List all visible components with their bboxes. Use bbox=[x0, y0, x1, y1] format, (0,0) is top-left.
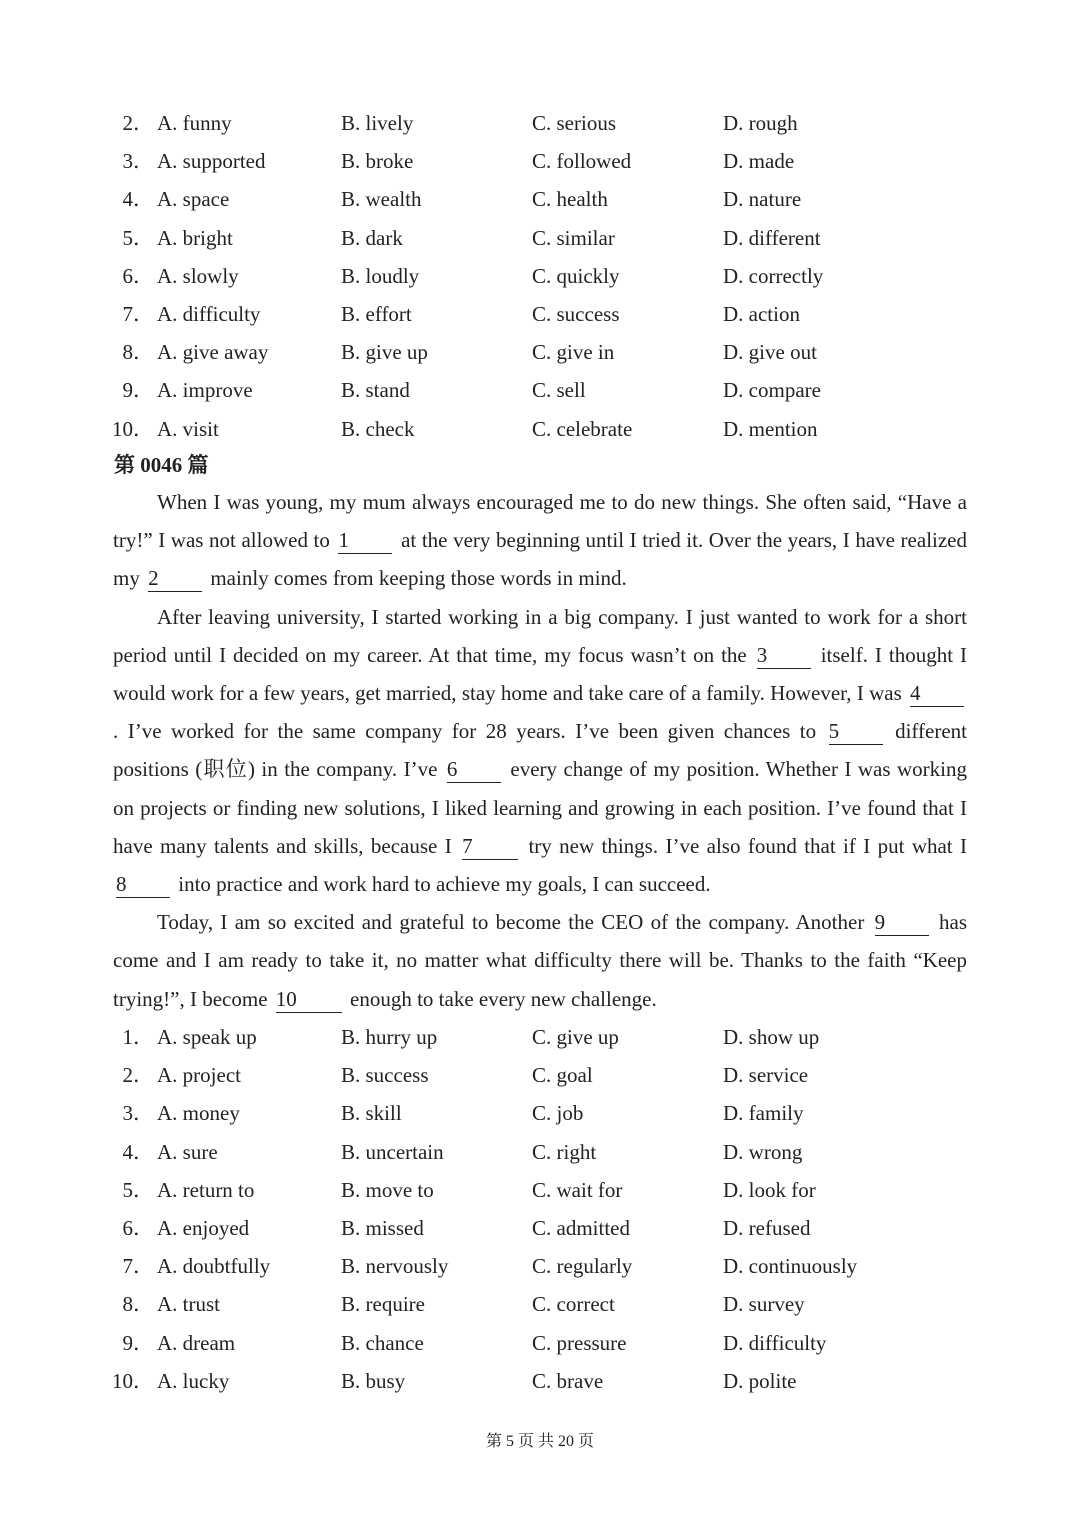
passage-text: different positions (职位) in the company. I’ve bbox=[113, 719, 968, 782]
option-b: B. broke bbox=[341, 149, 414, 174]
option-c: C. give up bbox=[532, 1025, 619, 1049]
passage-text: has come and I am ready to take it, no matter what difficulty there will be. Thanks to the faith “Keep trying!”, I become bbox=[113, 910, 968, 1011]
option-a: A. give away bbox=[157, 340, 269, 365]
option-d: D. different bbox=[723, 225, 821, 250]
option-d: D. action bbox=[723, 301, 800, 326]
option-a: A. difficulty bbox=[157, 301, 261, 326]
option-b: B. success bbox=[341, 1063, 429, 1088]
option-a: A. trust bbox=[157, 1292, 220, 1317]
blank-3: 3 bbox=[757, 642, 811, 669]
option-row bbox=[112, 142, 972, 180]
passage-text: at the very beginning until I tried it. Over the years, I have realized my bbox=[113, 528, 968, 591]
option-b: B. lively bbox=[341, 111, 414, 135]
blank-8: 8 bbox=[116, 871, 170, 898]
option-a: A. doubtfully bbox=[157, 1254, 271, 1279]
option-a: A. funny bbox=[157, 111, 232, 135]
option-c: C. goal bbox=[532, 1063, 593, 1088]
option-b: B. check bbox=[341, 416, 415, 441]
option-c: C. give in bbox=[532, 340, 615, 365]
blank-6: 6 bbox=[447, 756, 501, 783]
option-d: D. polite bbox=[723, 1368, 797, 1393]
option-c: C. serious bbox=[532, 111, 616, 135]
option-c: C. admitted bbox=[532, 1215, 630, 1240]
option-b: B. stand bbox=[341, 378, 410, 403]
section-title: 第 0046 篇 bbox=[114, 453, 209, 477]
passage-text: enough to take every new challenge. bbox=[350, 986, 657, 1011]
option-d: D. service bbox=[723, 1063, 809, 1088]
option-a: A. money bbox=[157, 1101, 240, 1126]
option-a: A. slowly bbox=[157, 263, 239, 288]
blank-5: 5 bbox=[829, 718, 883, 745]
option-a: A. supported bbox=[157, 149, 266, 174]
question-number: 2． bbox=[122, 111, 154, 135]
option-row bbox=[112, 104, 972, 142]
passage-paragraph-3 bbox=[113, 903, 967, 1018]
option-d: D. nature bbox=[723, 187, 802, 212]
passage-text: into practice and work hard to achieve my goals, I can succeed. bbox=[178, 872, 711, 897]
question-number: 4． bbox=[122, 1139, 154, 1164]
option-row bbox=[112, 1209, 972, 1247]
passage-text: . I’ve worked for the same company for 28 years. I’ve been given chances to bbox=[113, 719, 817, 744]
option-d: D. show up bbox=[723, 1025, 820, 1049]
option-row bbox=[112, 1171, 972, 1209]
option-row bbox=[112, 180, 972, 218]
option-row bbox=[112, 1247, 972, 1285]
question-number: 5． bbox=[122, 1177, 154, 1202]
option-a: A. dream bbox=[157, 1330, 236, 1355]
option-a: A. sure bbox=[157, 1139, 218, 1164]
passage-text: After leaving university, I started working in a big company. I just wanted to work for a short period until I decided on my career. At that time, my focus wasn’t on the bbox=[113, 604, 967, 667]
option-d: D. difficulty bbox=[723, 1330, 827, 1355]
option-d: D. compare bbox=[723, 378, 821, 403]
option-c: C. sell bbox=[532, 378, 586, 403]
option-a: A. visit bbox=[157, 416, 219, 441]
option-d: D. made bbox=[723, 149, 795, 174]
option-d: D. family bbox=[723, 1101, 804, 1126]
option-row bbox=[112, 295, 972, 333]
passage-text: try new things. I’ve also found that if I put what I bbox=[528, 833, 968, 858]
blank-9: 9 bbox=[875, 909, 929, 936]
option-b: B. chance bbox=[341, 1330, 424, 1355]
passage-text: every change of my position. Whether I was working on projects or finding new solutions, I liked learning and growing in each position. I’ve found that I have many talents and skills, because I bbox=[113, 757, 968, 858]
blank-2: 2 bbox=[148, 565, 202, 592]
option-b: B. effort bbox=[341, 301, 412, 326]
option-d: D. correctly bbox=[723, 263, 824, 288]
option-c: C. health bbox=[532, 187, 608, 212]
option-b: B. busy bbox=[341, 1368, 406, 1393]
option-d: D. wrong bbox=[723, 1139, 803, 1164]
option-c: C. quickly bbox=[532, 263, 620, 288]
option-b: B. loudly bbox=[341, 263, 420, 288]
question-number: 5． bbox=[122, 225, 154, 250]
option-a: A. return to bbox=[157, 1177, 255, 1202]
question-number: 9． bbox=[122, 378, 154, 403]
option-c: C. job bbox=[532, 1101, 584, 1126]
option-b: B. missed bbox=[341, 1215, 424, 1240]
option-row bbox=[112, 410, 972, 448]
option-b: B. dark bbox=[341, 225, 403, 250]
option-b: B. give up bbox=[341, 340, 428, 365]
option-a: A. space bbox=[157, 187, 230, 212]
blank-4: 4 bbox=[910, 680, 964, 707]
option-row bbox=[112, 1056, 972, 1094]
option-b: B. wealth bbox=[341, 187, 422, 212]
option-a: A. lucky bbox=[157, 1368, 230, 1393]
option-a: A. enjoyed bbox=[157, 1215, 250, 1240]
passage-text: itself. I thought I would work for a few years, get married, stay home and take care of a family. However, I was bbox=[113, 642, 968, 706]
question-number: 1． bbox=[122, 1025, 154, 1049]
option-a: A. bright bbox=[157, 225, 233, 250]
option-d: D. rough bbox=[723, 111, 798, 135]
options-list-0046 bbox=[112, 1018, 972, 1400]
option-a: A. speak up bbox=[157, 1025, 257, 1049]
options-list-previous bbox=[112, 104, 972, 448]
option-row bbox=[112, 1362, 972, 1400]
option-d: D. continuously bbox=[723, 1254, 858, 1279]
option-c: C. celebrate bbox=[532, 416, 633, 441]
option-row bbox=[112, 371, 972, 409]
option-row bbox=[112, 219, 972, 257]
option-c: C. similar bbox=[532, 225, 615, 250]
option-d: D. mention bbox=[723, 416, 818, 441]
option-c: C. pressure bbox=[532, 1330, 627, 1355]
passage-paragraph-1 bbox=[113, 483, 967, 598]
option-row bbox=[112, 1133, 972, 1171]
option-d: D. look for bbox=[723, 1177, 816, 1202]
blank-1: 1 bbox=[338, 527, 392, 554]
question-number: 2． bbox=[122, 1063, 154, 1088]
option-row bbox=[112, 1285, 972, 1323]
option-c: C. right bbox=[532, 1139, 597, 1164]
option-b: B. hurry up bbox=[341, 1025, 438, 1049]
option-b: B. require bbox=[341, 1292, 425, 1317]
question-number: 4． bbox=[122, 187, 154, 212]
option-row bbox=[112, 257, 972, 295]
page-footer: 第 5 页 共 20 页 bbox=[485, 1433, 594, 1450]
option-b: B. uncertain bbox=[341, 1139, 444, 1164]
option-d: D. refused bbox=[723, 1215, 811, 1240]
passage-paragraph-2 bbox=[113, 598, 967, 904]
question-number: 7． bbox=[122, 301, 154, 326]
option-c: C. wait for bbox=[532, 1177, 623, 1202]
option-c: C. followed bbox=[532, 149, 632, 174]
question-number: 6． bbox=[122, 1215, 154, 1240]
option-a: A. improve bbox=[157, 378, 253, 403]
option-c: C. correct bbox=[532, 1292, 615, 1317]
passage-text: Today, I am so excited and grateful to become the CEO of the company. Another bbox=[157, 910, 865, 935]
passage-text: mainly comes from keeping those words in mind. bbox=[210, 566, 627, 591]
question-number: 6． bbox=[122, 263, 154, 288]
option-row bbox=[112, 1324, 972, 1362]
option-c: C. success bbox=[532, 301, 620, 326]
option-b: B. nervously bbox=[341, 1254, 449, 1279]
question-number: 10． bbox=[112, 416, 154, 441]
question-number: 7． bbox=[122, 1254, 154, 1279]
cloze-passage bbox=[113, 483, 967, 1018]
option-row bbox=[112, 1094, 972, 1132]
option-a: A. project bbox=[157, 1063, 241, 1088]
option-row bbox=[112, 333, 972, 371]
option-b: B. move to bbox=[341, 1177, 434, 1202]
blank-7: 7 bbox=[462, 833, 518, 860]
blank-10: 10 bbox=[276, 986, 342, 1013]
option-row bbox=[112, 1018, 972, 1056]
question-number: 3． bbox=[122, 1101, 154, 1126]
question-number: 8． bbox=[122, 1292, 154, 1317]
question-number: 9． bbox=[122, 1330, 154, 1355]
question-number: 10． bbox=[112, 1368, 154, 1393]
option-c: C. regularly bbox=[532, 1254, 633, 1279]
option-d: D. give out bbox=[723, 340, 817, 365]
question-number: 3． bbox=[122, 149, 154, 174]
question-number: 8． bbox=[122, 340, 154, 365]
passage-text: When I was young, my mum always encouraged me to do new things. She often said, “Have a try!” I was not allowed to bbox=[113, 490, 967, 553]
option-b: B. skill bbox=[341, 1101, 402, 1126]
option-c: C. brave bbox=[532, 1368, 604, 1393]
option-d: D. survey bbox=[723, 1292, 805, 1317]
